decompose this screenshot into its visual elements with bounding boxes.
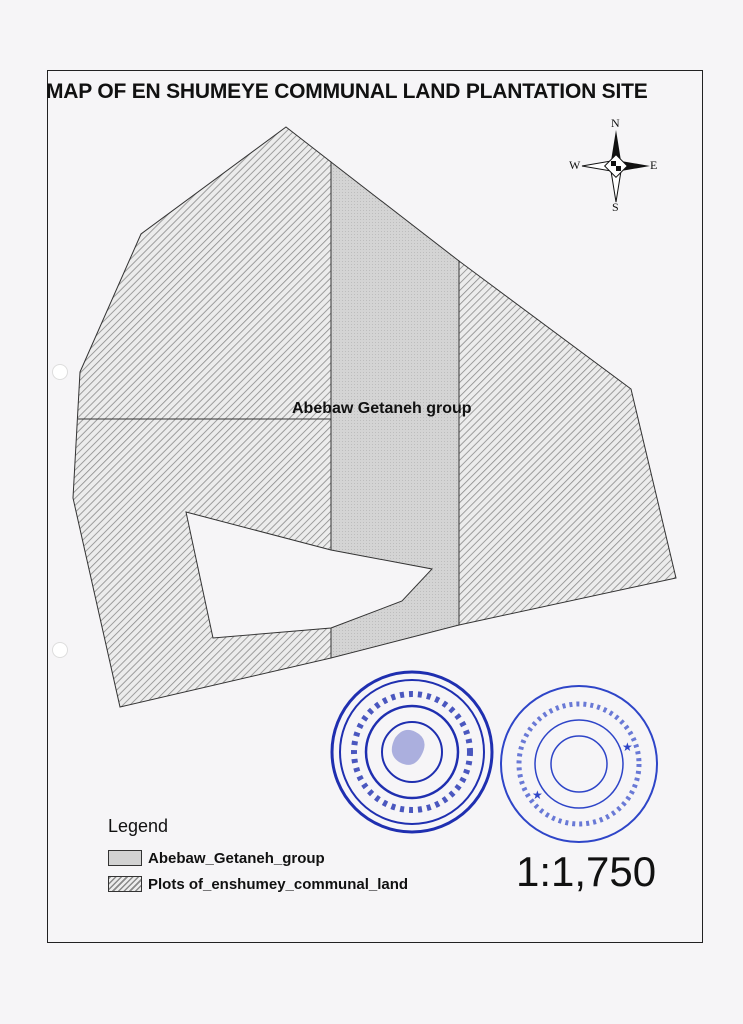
- legend-label: Plots of_enshumey_communal_land: [148, 875, 409, 893]
- compass-north: N: [611, 116, 620, 130]
- legend-label: Abebaw_Getaneh_group: [148, 849, 325, 867]
- svg-text:★: ★: [532, 788, 543, 802]
- legend-swatch-hatched: [108, 876, 142, 892]
- legend-item: [108, 848, 325, 868]
- official-seal-left: [332, 672, 492, 832]
- north-arrow: [566, 116, 666, 216]
- communal-land-plot: [459, 261, 676, 625]
- svg-text:★: ★: [622, 740, 633, 754]
- compass-south: S: [612, 200, 619, 214]
- parcel-label: Abebaw Getaneh group: [292, 400, 472, 417]
- legend-item: [108, 874, 408, 894]
- official-seal-right: [501, 686, 657, 842]
- compass-east: E: [650, 158, 658, 172]
- legend-title: Legend: [108, 816, 169, 836]
- map-title: MAP OF EN SHUMEYE COMMUNAL LAND PLANTATION SITE: [46, 80, 648, 103]
- compass-west: W: [569, 158, 581, 172]
- legend-swatch-solid: [108, 850, 142, 866]
- scale-text: 1:1,750: [516, 848, 657, 895]
